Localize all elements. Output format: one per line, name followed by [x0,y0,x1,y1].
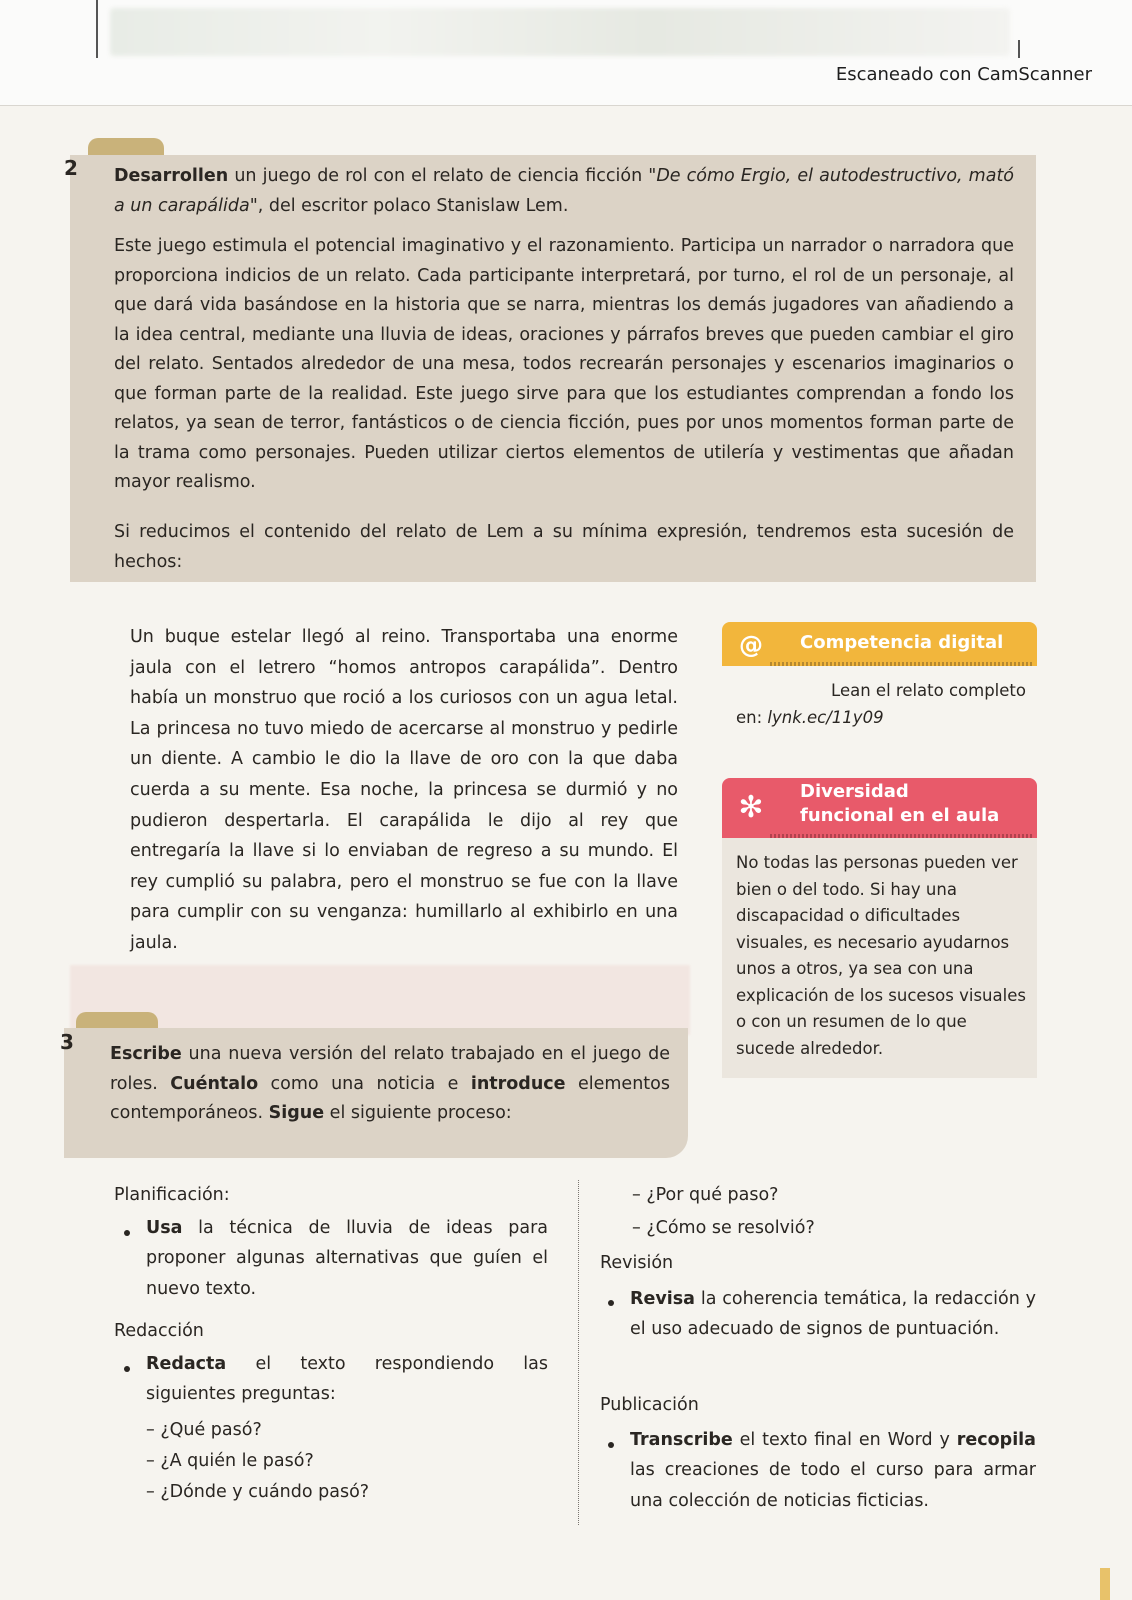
question-5: – ¿Cómo se resolvió? [632,1218,815,1238]
story-link[interactable]: lynk.ec/11y09 [767,707,884,727]
page-edge-line-right [1018,40,1020,58]
question-2: – ¿A quién le pasó? [146,1451,314,1471]
decorative-dash [770,662,1032,666]
publication-step: Transcribe el texto final en Word y recopila las creaciones de todo el curso para armar una colección de noticias ficticias. [630,1430,1036,1511]
blurred-previous-page [110,8,1010,56]
story-title: De cómo Ergio, el autodestructivo, mató a un carapálida [114,166,1015,216]
corner-accent-bar [1100,1568,1110,1600]
at-icon: @ [739,631,763,659]
digital-competence-title: Competencia digital [800,632,1004,653]
flower-icon: ✻ [738,790,764,825]
bullet-dot [124,1366,130,1372]
activity-3-number: 3 [60,1030,74,1054]
page-edge-line-left [96,0,98,58]
planning-heading: Planificación: [114,1185,230,1205]
scanner-header [0,0,1132,106]
activity-3-instruction: Escribe una nueva versión del relato trabajado en el juego de roles. Cuéntalo como una noticia e introduce elementos contemporáneos. Sigue el siguiente proceso: [110,1044,670,1123]
review-step: Revisa la coherencia temática, la redacción y el uso adecuado de signos de puntuación. [630,1289,1036,1340]
question-3: – ¿Dónde y cuándo pasó? [146,1482,370,1502]
bleed-through-smudge [70,965,690,1035]
question-1: – ¿Qué pasó? [146,1420,262,1440]
writing-heading: Redacción [114,1321,204,1341]
writing-step: Redacta el texto respondiendo las siguientes preguntas: [146,1354,548,1405]
activity-2-number: 2 [64,156,78,180]
review-heading: Revisión [600,1253,674,1273]
bullet-dot [124,1230,130,1236]
bullet-dot [608,1300,614,1306]
summary-lead: Si reducimos el contenido del relato de Lem a su mínima expresión, tendremos esta sucesión de hechos: [114,522,1014,572]
diversity-title: Diversidad funcional en el aula [800,781,1000,826]
bullet-dot [608,1442,614,1448]
activity-2-instruction: Desarrollen un juego de rol con el relato de ciencia ficción "De cómo Ergio, el autodestructivo, mató a un carapálida", del escritor polaco Stanislaw Lem. [114,166,1015,216]
camscanner-watermark: Escaneado con CamScanner [835,64,1092,85]
digital-competence-body: Lean el relato completo en: lynk.ec/11y09 [736,681,1026,727]
instruction-verb: Desarrollen [114,166,229,186]
story-summary: Un buque estelar llegó al reino. Transportaba una enorme jaula con el letrero “homos antropos carapálida”. Dentro había un monstruo que roció a los curiosos con un agua letal. La princesa no tuvo miedo de acercarse al monstruo y pedirle un diente. A cambio le dio la llave de oro con la que daba cuerda a su mente. Esa noche, la princesa se durmió y no pudieron despertarla. El carapálida le dijo al rey que entregaría la llave si lo enviaban de regreso a su mundo. El rey cumplió su palabra, pero el monstruo se fue con la llave para cumplir con su venganza: humillarlo al exhibirlo en una jaula. [130,627,678,953]
diversity-body: No todas las personas pueden ver bien o del todo. Si hay una discapacidad o dificultades visuales, es necesario ayudarnos unos a otros, ya sea con una explicación de los sucesos visuales o con un resumen de lo que sucede alrededor. [736,853,1026,1058]
game-description: Este juego estimula el potencial imaginativo y el razonamiento. Participa un narrador o narradora que proporciona indicios de un relato. Cada participante interpretará, por turno, el rol de un personaje, al que dará vida basándose en la historia que se narra, mientras los demás jugadores van añadiendo a la idea central, mediante una lluvia de ideas, oraciones y párrafos breves que pueden cambiar el giro del relato. Sentados alrededor de una mesa, todos recrearán personajes y escenarios imaginarios o que forman parte de la realidad. Este juego sirve para que los estudiantes comprendan a fondo los relatos, ya sean de terror, fantásticos o de ciencia ficción, pues por unos momentos forman parte de la trama como personajes. Pueden utilizar ciertos elementos de utilería y vestimentas que añadan mayor realismo. [114,236,1014,492]
planning-step: Usa la técnica de lluvia de ideas para proponer algunas alternativas que guíen el nuevo texto. [146,1218,548,1299]
column-divider [578,1180,579,1525]
publication-heading: Publicación [600,1395,699,1415]
decorative-dash [770,834,1032,838]
question-4: – ¿Por qué paso? [632,1185,779,1205]
